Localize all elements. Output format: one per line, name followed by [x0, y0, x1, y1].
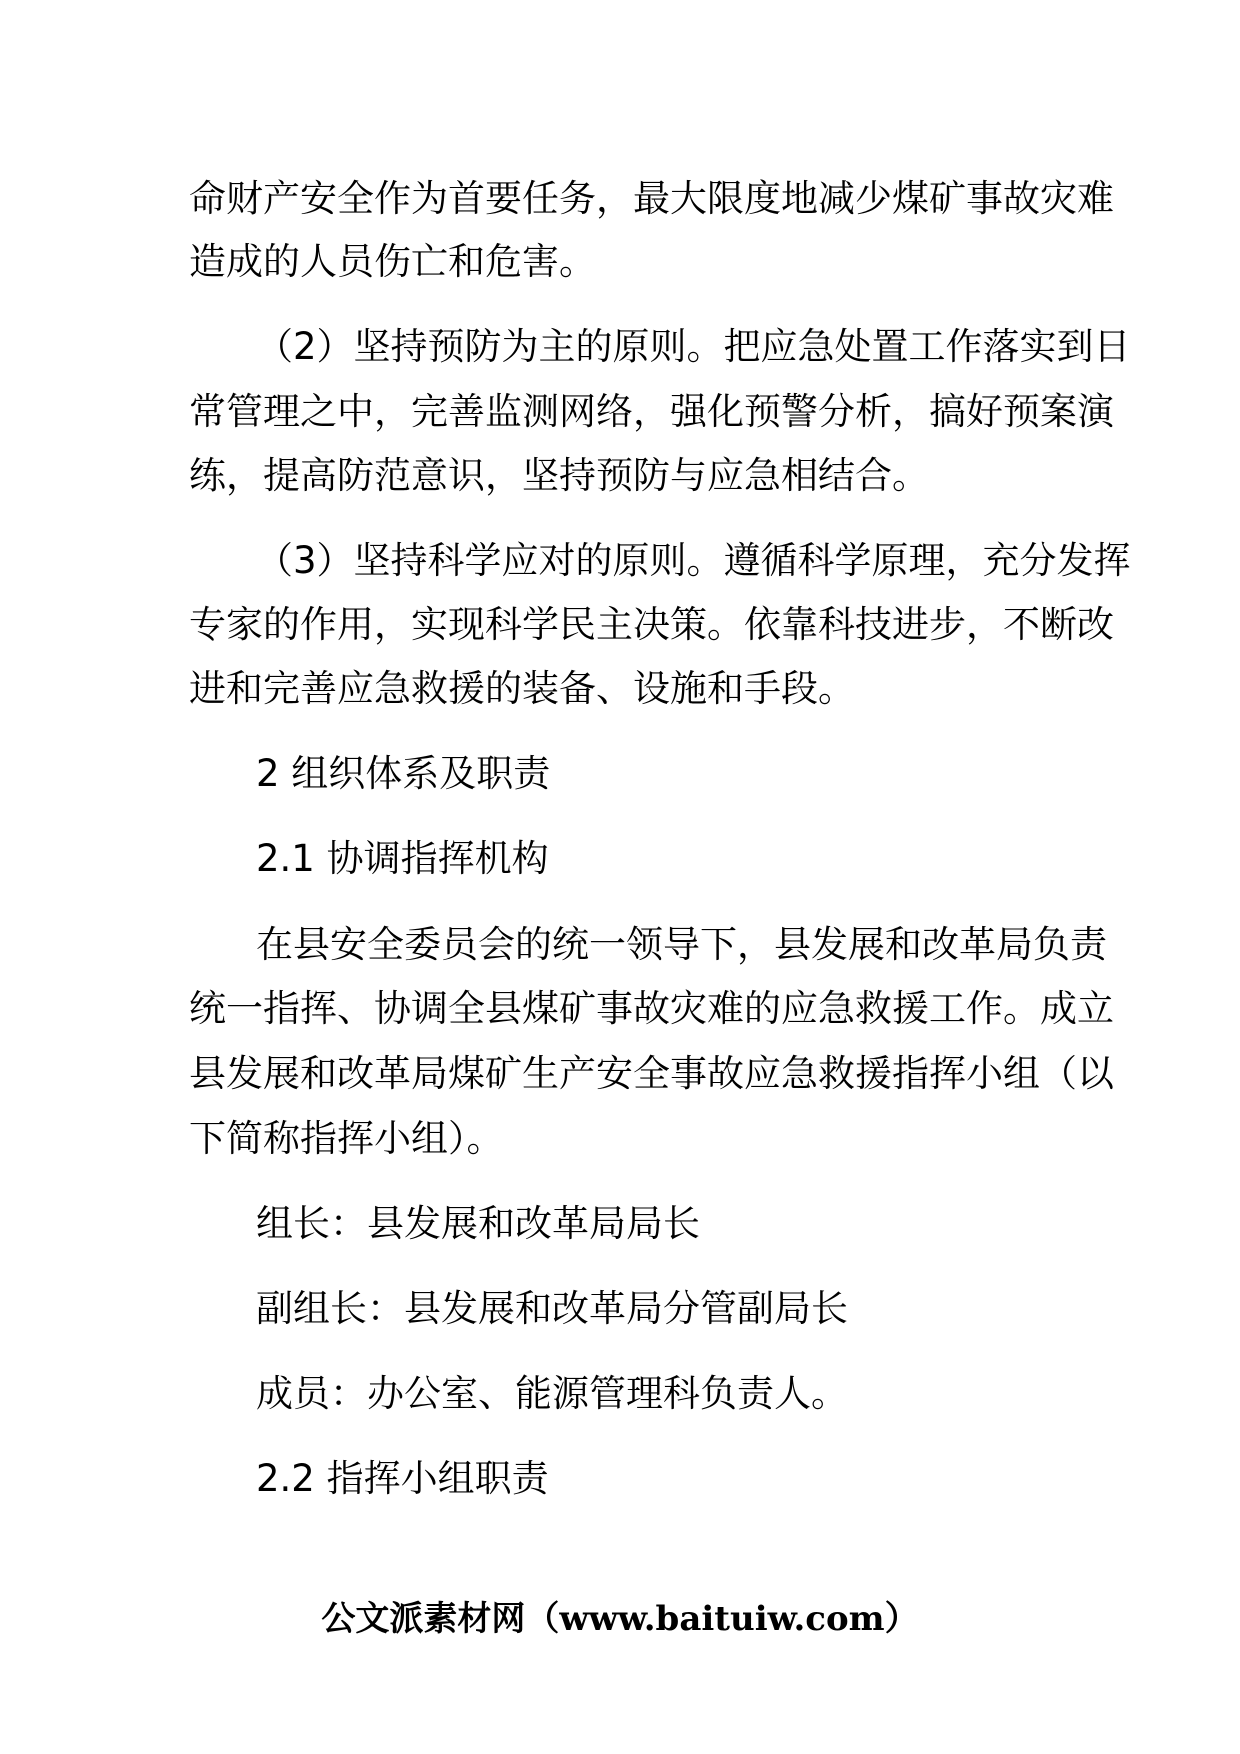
- section-heading-2-2: 2.2 指挥小组职责: [256, 1457, 549, 1500]
- section-heading-2: 2 组织体系及职责: [256, 752, 551, 795]
- team-leader-line: 组长：县发展和改革局局长: [256, 1202, 700, 1245]
- paragraph-start: 在县安全委员会的统一领导下，县发展和改革局负责: [256, 923, 1107, 966]
- members-line: 成员：办公室、能源管理科负责人。: [256, 1372, 848, 1415]
- paragraph-item-2: （2）坚持预防为主的原则。把应急处置工作落实到日: [256, 325, 1131, 368]
- body-line: 专家的作用，实现科学民主决策。依靠科技进步，不断改: [189, 603, 1114, 646]
- body-line: 县发展和改革局煤矿生产安全事故应急救援指挥小组（以: [189, 1052, 1114, 1095]
- body-line: 造成的人员伤亡和危害。: [189, 240, 596, 283]
- body-line: 命财产安全作为首要任务，最大限度地减少煤矿事故灾难: [189, 177, 1114, 220]
- body-line: 统一指挥、协调全县煤矿事故灾难的应急救援工作。成立: [189, 987, 1114, 1030]
- body-line: 进和完善应急救援的装备、设施和手段。: [189, 667, 855, 710]
- paragraph-item-3: （3）坚持科学应对的原则。遵循科学原理，充分发挥: [256, 539, 1131, 582]
- body-line: 常管理之中，完善监测网络，强化预警分析，搞好预案演: [189, 390, 1114, 433]
- footer-watermark: 公文派素材网（www.baituiw.com）: [321, 1599, 919, 1639]
- section-heading-2-1: 2.1 协调指挥机构: [256, 837, 549, 880]
- deputy-leader-line: 副组长：县发展和改革局分管副局长: [256, 1287, 848, 1330]
- body-line: 练，提高防范意识，坚持预防与应急相结合。: [189, 454, 929, 497]
- body-line: 下简称指挥小组）。: [189, 1117, 504, 1160]
